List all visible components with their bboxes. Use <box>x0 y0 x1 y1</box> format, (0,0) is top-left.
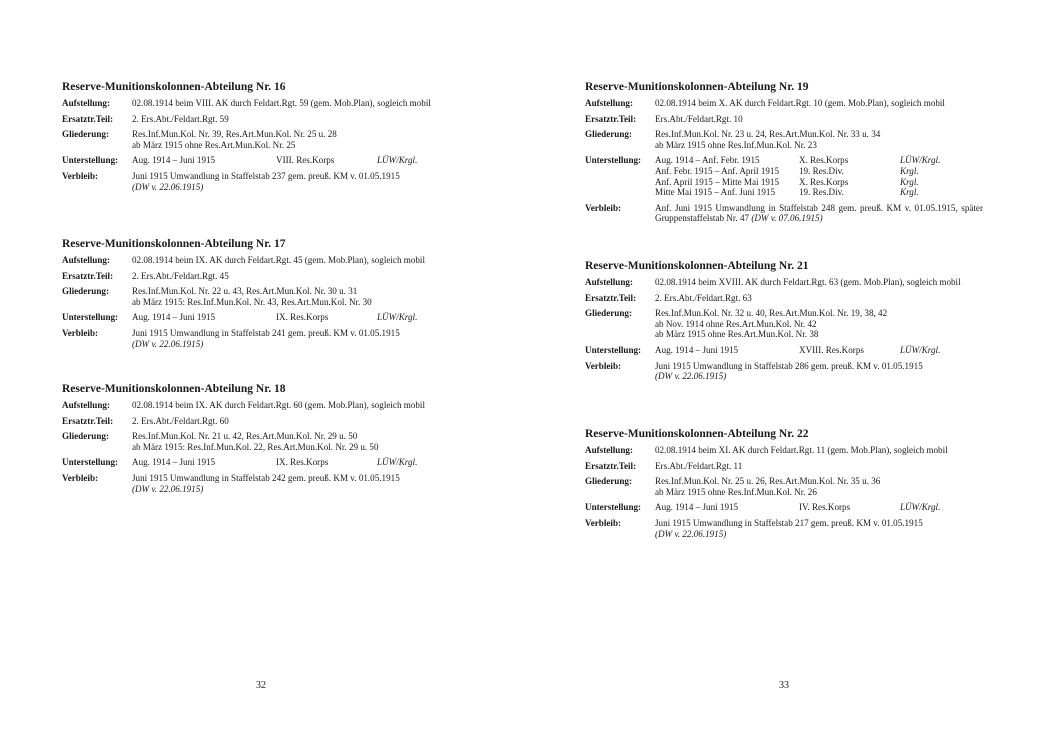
ersatz-value: Ers.Abt./Feldart.Rgt. 10 <box>655 113 743 124</box>
field-label: Verbleib: <box>585 517 622 528</box>
unit-title: Reserve-Munitionskolonnen-Abteilung Nr. 21 <box>585 260 809 272</box>
field-label: Gliederung: <box>62 431 109 442</box>
period: Aug. 1914 – Juni 1915 <box>132 155 216 166</box>
gliederung-line: ab März 1915 ohne Res.Art.Mun.Kol. Nr. 25 <box>132 139 296 150</box>
unterstellung-row <box>62 312 460 323</box>
gliederung-row <box>585 129 983 150</box>
field-label: Ersatztr.Teil: <box>585 113 637 124</box>
field-label: Verbleib: <box>585 360 622 371</box>
source: Krgl. <box>900 165 919 176</box>
formation: VIII. Res.Korps <box>276 155 335 166</box>
period: Anf. Febr. 1915 – Anf. April 1915 <box>655 165 780 176</box>
formation: IX. Res.Korps <box>276 312 329 323</box>
gliederung-value <box>655 129 983 150</box>
verbleib-note: (DW v. 22.06.1915) <box>655 528 727 539</box>
unterstellung-row <box>62 457 460 468</box>
unterstellung-line <box>655 502 983 513</box>
field-label: Ersatztr.Teil: <box>585 460 637 471</box>
field-label: Verbleib: <box>62 327 99 338</box>
field-label: Verbleib: <box>62 472 99 483</box>
unterstellung-row <box>62 155 460 166</box>
gliederung-line: ab Nov. 1914 ohne Res.Art.Mun.Kol. Nr. 42 <box>655 318 817 329</box>
verbleib-text: Juni 1915 Umwandlung in Staffelstab 286 gem. preuß. KM v. 01.05.1915 <box>655 360 923 371</box>
gliederung-value <box>132 431 460 452</box>
source: LÜW/Krgl. <box>377 155 418 166</box>
formation: X. Res.Korps <box>799 155 849 166</box>
period: Anf. April 1915 – Mitte Mai 1915 <box>655 176 780 187</box>
unit-entry <box>585 259 983 387</box>
verbleib-text: Juni 1915 Umwandlung in Staffelstab 217 gem. preuß. KM v. 01.05.1915 <box>655 517 923 528</box>
field-label: Gliederung: <box>62 286 109 297</box>
gliederung-row <box>62 431 460 452</box>
aufstellung-value: 02.08.1914 beim IX. AK durch Feldart.Rgt. 45 (gem. Mob.Plan), sogleich mobil <box>132 255 425 265</box>
field-label: Gliederung: <box>62 129 109 140</box>
gliederung-value <box>655 308 983 340</box>
aufstellung-row <box>62 400 460 411</box>
aufstellung-row <box>62 255 460 266</box>
unterstellung-row <box>585 155 983 197</box>
verbleib-value <box>655 518 983 539</box>
gliederung-value <box>655 476 983 497</box>
aufstellung-value: 02.08.1914 beim VIII. AK durch Feldart.Rgt. 59 (gem. Mob.Plan), sogleich mobil <box>132 98 431 108</box>
field-label: Aufstellung: <box>585 98 633 108</box>
gliederung-line: Res.Inf.Mun.Kol. Nr. 39, Res.Art.Mun.Kol. Nr. 25 u. 28 <box>132 129 337 140</box>
unit-title: Reserve-Munitionskolonnen-Abteilung Nr. 18 <box>62 383 286 395</box>
verbleib-row <box>585 518 983 539</box>
unit-entry <box>62 80 460 197</box>
field-label: Unterstellung: <box>585 155 642 166</box>
gliederung-line: ab März 1915 ohne Res.Inf.Mun.Kol. Nr. 23 <box>655 139 817 150</box>
gliederung-row <box>585 308 983 340</box>
gliederung-line: Res.Inf.Mun.Kol. Nr. 23 u. 24, Res.Art.Mun.Kol. Nr. 33 u. 34 <box>655 129 881 140</box>
field-label: Unterstellung: <box>585 344 642 355</box>
ersatz-value: 2. Ers.Abt./Feldart.Rgt. 63 <box>655 292 752 303</box>
verbleib-row <box>585 203 983 224</box>
formation: 19. Res.Div. <box>799 165 844 176</box>
verbleib-value <box>132 473 460 494</box>
source: LÜW/Krgl. <box>377 312 418 323</box>
unterstellung-line <box>132 312 460 323</box>
gliederung-line: ab März 1915 ohne Res.Inf.Mun.Kol. Nr. 26 <box>655 486 817 497</box>
verbleib-text: Juni 1915 Umwandlung in Staffelstab 242 gem. preuß. KM v. 01.05.1915 <box>132 472 400 483</box>
verbleib-value <box>655 361 983 382</box>
unit-entry <box>62 382 460 499</box>
verbleib-text: Juni 1915 Umwandlung in Staffelstab 237 gem. preuß. KM v. 01.05.1915 <box>132 170 400 181</box>
gliederung-line: Res.Inf.Mun.Kol. Nr. 25 u. 26, Res.Art.Mun.Kol. Nr. 35 u. 36 <box>655 476 881 487</box>
unterstellung-row <box>585 502 983 513</box>
verbleib-value <box>132 328 460 349</box>
ersatz-row <box>585 461 983 472</box>
gliederung-row <box>585 476 983 497</box>
unterstellung-value <box>132 457 460 468</box>
period: Aug. 1914 – Anf. Febr. 1915 <box>655 155 760 166</box>
field-label: Ersatztr.Teil: <box>62 270 114 281</box>
gliederung-line: ab März 1915: Res.Inf.Mun.Kol. Nr. 43, Res.Art.Mun.Kol. Nr. 30 <box>132 296 372 307</box>
gliederung-line: Res.Inf.Mun.Kol. Nr. 32 u. 40, Res.Art.Mun.Kol. Nr. 19, 38, 42 <box>655 308 888 319</box>
unit-title: Reserve-Munitionskolonnen-Abteilung Nr. 17 <box>62 238 286 250</box>
ersatz-value: 2. Ers.Abt./Feldart.Rgt. 45 <box>132 270 229 281</box>
verbleib-row <box>62 328 460 349</box>
left-page <box>62 0 460 737</box>
verbleib-row <box>62 171 460 192</box>
ersatz-row <box>585 293 983 304</box>
period: Mitte Mai 1915 – Anf. Juni 1915 <box>655 187 775 198</box>
unterstellung-value <box>132 312 460 323</box>
unit-entry <box>585 80 983 229</box>
field-label: Verbleib: <box>585 202 622 213</box>
formation: X. Res.Korps <box>799 176 849 187</box>
verbleib-note: (DW v. 07.06.1915) <box>751 213 823 224</box>
unterstellung-line <box>655 166 983 177</box>
field-label: Unterstellung: <box>62 155 119 166</box>
field-label: Aufstellung: <box>62 255 110 265</box>
field-label: Unterstellung: <box>585 502 642 513</box>
period: Aug. 1914 – Juni 1915 <box>655 344 739 355</box>
unterstellung-line <box>655 177 983 188</box>
page-number: 32 <box>256 680 266 691</box>
field-label: Unterstellung: <box>62 312 119 323</box>
ersatz-value: Ers.Abt./Feldart.Rgt. 11 <box>655 460 743 471</box>
field-label: Ersatztr.Teil: <box>62 113 114 124</box>
formation: IX. Res.Korps <box>276 457 329 468</box>
field-label: Aufstellung: <box>62 98 110 108</box>
unit-entry <box>62 237 460 354</box>
unit-title: Reserve-Munitionskolonnen-Abteilung Nr. 19 <box>585 81 809 93</box>
verbleib-text: Juni 1915 Umwandlung in Staffelstab 241 gem. preuß. KM v. 01.05.1915 <box>132 327 400 338</box>
gliederung-line: Res.Inf.Mun.Kol. Nr. 21 u. 42, Res.Art.Mun.Kol. Nr. 29 u. 50 <box>132 431 358 442</box>
field-label: Gliederung: <box>585 308 632 319</box>
period: Aug. 1914 – Juni 1915 <box>132 457 216 468</box>
unterstellung-line <box>655 345 983 356</box>
gliederung-row <box>62 129 460 150</box>
gliederung-value <box>132 129 460 150</box>
ersatz-row <box>585 114 983 125</box>
gliederung-line: ab März 1915: Res.Inf.Mun.Kol. 22, Res.Art.Mun.Kol. Nr. 29 u. 50 <box>132 441 379 452</box>
aufstellung-value: 02.08.1914 beim X. AK durch Feldart.Rgt. 10 (gem. Mob.Plan), sogleich mobil <box>655 98 945 108</box>
source: LÜW/Krgl. <box>900 155 941 166</box>
gliederung-line: Res.Inf.Mun.Kol. Nr. 22 u. 43, Res.Art.Mun.Kol. Nr. 30 u. 31 <box>132 286 358 297</box>
verbleib-note: (DW v. 22.06.1915) <box>655 371 727 382</box>
aufstellung-value: 02.08.1914 beim XI. AK durch Feldart.Rgt. 11 (gem. Mob.Plan), sogleich mobil <box>655 445 948 455</box>
unit-title: Reserve-Munitionskolonnen-Abteilung Nr. 22 <box>585 428 809 440</box>
field-label: Unterstellung: <box>62 457 119 468</box>
ersatz-row <box>62 416 460 427</box>
unterstellung-row <box>585 345 983 356</box>
gliederung-line: ab März 1915 ohne Res.Art.Mun.Kol. Nr. 38 <box>655 329 819 340</box>
source: Krgl. <box>900 176 919 187</box>
source: LÜW/Krgl. <box>900 502 941 513</box>
unit-title: Reserve-Munitionskolonnen-Abteilung Nr. 16 <box>62 81 286 93</box>
page-number: 33 <box>779 680 789 691</box>
aufstellung-row <box>62 98 460 109</box>
ersatz-value: 2. Ers.Abt./Feldart.Rgt. 59 <box>132 113 229 124</box>
formation: IV. Res.Korps <box>799 502 851 513</box>
field-label: Gliederung: <box>585 129 632 140</box>
formation: XVIII. Res.Korps <box>799 344 864 355</box>
period: Aug. 1914 – Juni 1915 <box>132 312 216 323</box>
unterstellung-line <box>655 155 983 166</box>
aufstellung-value: 02.08.1914 beim XVIII. AK durch Feldart.Rgt. 63 (gem. Mob.Plan), sogleich mobil <box>655 277 961 287</box>
field-label: Ersatztr.Teil: <box>585 292 637 303</box>
aufstellung-value: 02.08.1914 beim IX. AK durch Feldart.Rgt. 60 (gem. Mob.Plan), sogleich mobil <box>132 400 425 410</box>
field-label: Aufstellung: <box>62 400 110 410</box>
gliederung-row <box>62 286 460 307</box>
unit-entry <box>585 427 983 544</box>
unterstellung-value <box>132 155 460 166</box>
unterstellung-value <box>655 502 983 513</box>
unterstellung-value <box>655 155 983 197</box>
verbleib-row <box>62 473 460 494</box>
verbleib-note: (DW v. 22.06.1915) <box>132 483 204 494</box>
source: Krgl. <box>900 187 919 198</box>
verbleib-row <box>585 361 983 382</box>
verbleib-text: Anf. Juni 1915 Umwandlung in Staffelstab 248 gem. preuß. KM v. 01.05.1915, später Gruppenstaffelstab Nr. 47 <box>655 202 983 224</box>
field-label: Aufstellung: <box>585 277 633 287</box>
ersatz-row <box>62 114 460 125</box>
field-label: Aufstellung: <box>585 445 633 455</box>
formation: 19. Res.Div. <box>799 187 844 198</box>
source: LÜW/Krgl. <box>900 344 941 355</box>
ersatz-value: 2. Ers.Abt./Feldart.Rgt. 60 <box>132 415 229 426</box>
aufstellung-row <box>585 445 983 456</box>
aufstellung-row <box>585 98 983 109</box>
gliederung-value <box>132 286 460 307</box>
source: LÜW/Krgl. <box>377 457 418 468</box>
period: Aug. 1914 – Juni 1915 <box>655 502 739 513</box>
verbleib-note: (DW v. 22.06.1915) <box>132 338 204 349</box>
right-page <box>585 0 983 737</box>
verbleib-value <box>655 203 983 224</box>
ersatz-row <box>62 271 460 282</box>
unterstellung-line <box>132 155 460 166</box>
aufstellung-row <box>585 277 983 288</box>
unterstellung-line <box>132 457 460 468</box>
verbleib-note: (DW v. 22.06.1915) <box>132 181 204 192</box>
verbleib-value <box>132 171 460 192</box>
field-label: Verbleib: <box>62 170 99 181</box>
unterstellung-value <box>655 345 983 356</box>
field-label: Gliederung: <box>585 476 632 487</box>
field-label: Ersatztr.Teil: <box>62 415 114 426</box>
unterstellung-line <box>655 187 983 198</box>
